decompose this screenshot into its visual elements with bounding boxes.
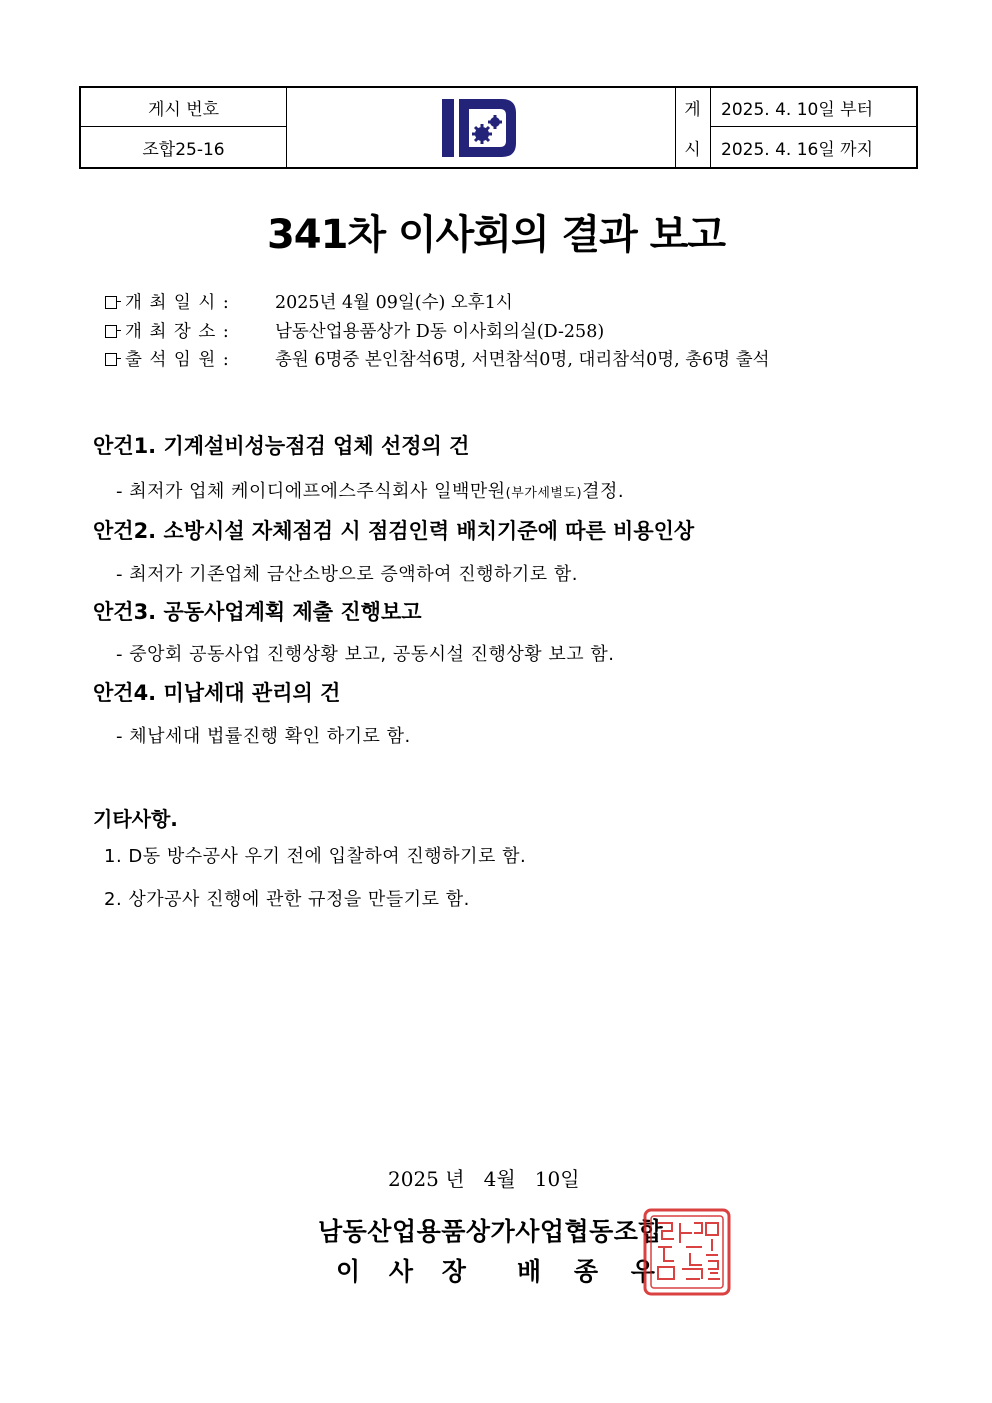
page-title: 341차 이사회의 결과 보고	[266, 212, 726, 258]
etc-item: 1. D동 방수공사 우기 전에 입찰하여 진행하기로 함.	[104, 846, 527, 867]
logo	[286, 88, 675, 167]
post-number-label: 게시 번호	[147, 100, 220, 120]
document-date: 2025 년 4월 10일	[388, 1167, 580, 1191]
agenda-heading: 안건4. 미납세대 관리의 건	[93, 681, 341, 705]
posting-label-top: 게	[684, 100, 701, 120]
posting-to: 2025. 4. 16일 까지	[721, 139, 873, 160]
meeting-place-value: 남동산업용품상가 D동 이사회의실(D-258)	[275, 322, 605, 342]
agenda-detail: - 최저가 업체 케이디에프에스주식회사 일백만원(부가세별도)결정.	[116, 481, 625, 502]
posting-from: 2025. 4. 10일 부터	[721, 100, 873, 120]
chairman-title: 이 사 장	[336, 1257, 476, 1286]
agenda-detail: - 체납세대 법률진행 확인 하기로 함.	[116, 726, 411, 747]
gear-logo-icon	[442, 97, 520, 159]
meeting-place-row	[105, 318, 604, 343]
meeting-date-value: 2025년 4월 09일(수) 오후1시	[275, 293, 513, 313]
official-seal-stamp	[642, 1207, 732, 1297]
etc-item: 2. 상가공사 진행에 관한 규정을 만들기로 함.	[104, 889, 470, 910]
attendance-row	[105, 346, 770, 371]
etc-heading: 기타사항.	[93, 807, 178, 831]
post-number-value: 조합25-16	[142, 139, 225, 160]
agenda-detail: - 중앙회 공동사업 진행상황 보고, 공동시설 진행상황 보고 함.	[116, 644, 615, 665]
agenda-detail: - 최저가 기존업체 금산소방으로 증액하여 진행하기로 함.	[116, 564, 578, 585]
meeting-date-row	[105, 289, 513, 314]
meeting-date-label: 개 최 일 시 :	[125, 293, 230, 313]
meeting-place-label: 개 최 장 소 :	[125, 322, 230, 342]
attendance-value: 총원 6명중 본인참석6명, 서면참석0명, 대리참석0명, 총6명 출석	[275, 350, 770, 370]
chairman-name: 배 종 우	[517, 1257, 667, 1286]
posting-header-table	[79, 86, 918, 169]
agenda-heading: 안건2. 소방시설 자체점검 시 점검인력 배치기준에 따른 비용인상	[93, 519, 695, 543]
checkbox-icon	[105, 296, 117, 309]
checkbox-icon	[105, 353, 117, 366]
agenda-heading: 안건1. 기계설비성능점검 업체 선정의 건	[93, 434, 470, 458]
posting-label-bottom: 시	[684, 139, 701, 160]
organization-name: 남동산업용품상가사업협동조합	[318, 1217, 664, 1246]
divider	[710, 88, 711, 167]
agenda-heading: 안건3. 공동사업계획 제출 진행보고	[93, 600, 422, 624]
checkbox-icon	[105, 325, 117, 338]
attendance-label: 출 석 임 원 :	[125, 350, 230, 370]
